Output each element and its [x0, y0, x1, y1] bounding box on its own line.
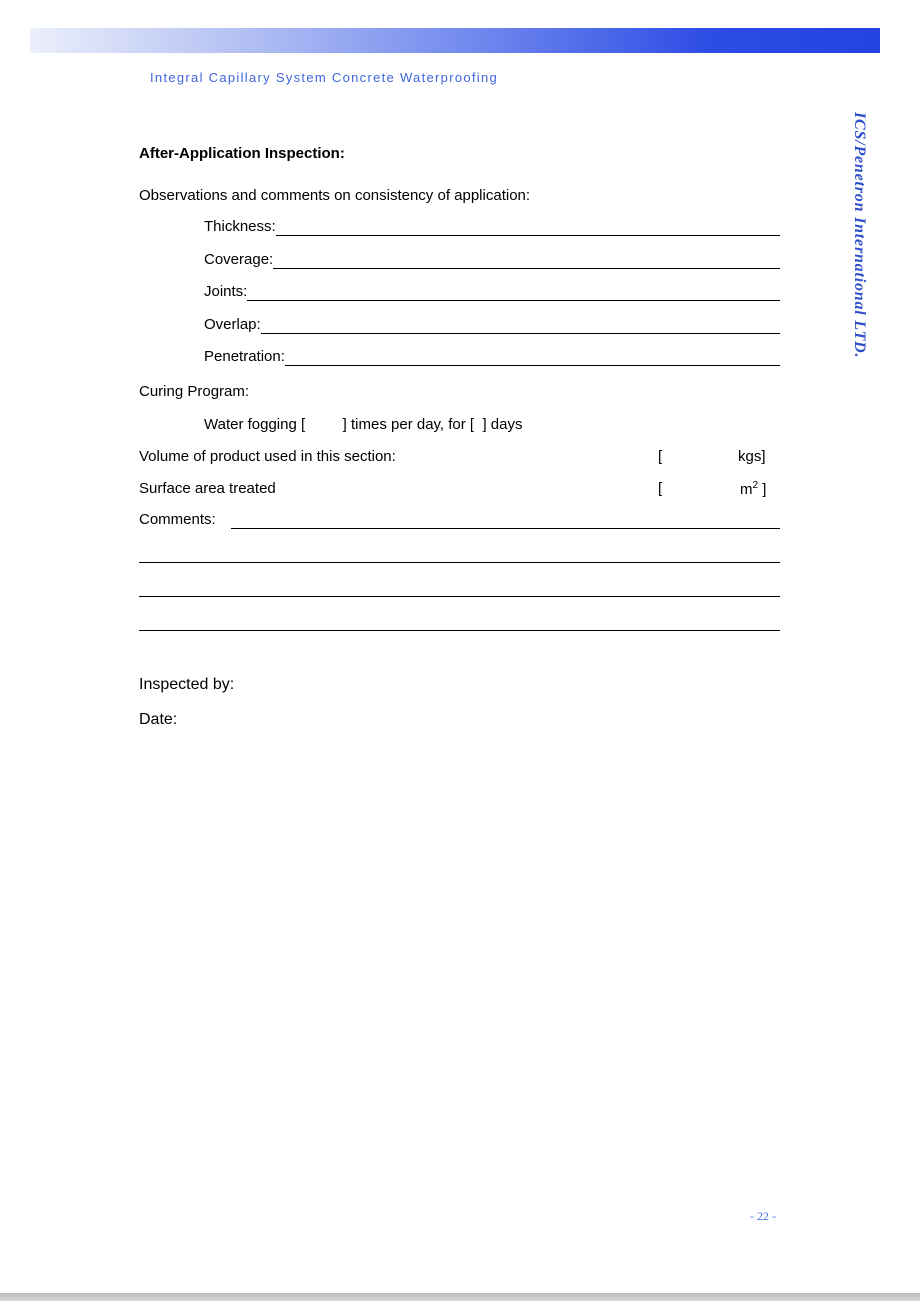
curing-program-heading: Curing Program:	[139, 383, 250, 400]
inspected-by-label: Inspected by:	[139, 676, 235, 693]
comments-row	[139, 511, 780, 529]
field-row-overlap	[204, 316, 780, 334]
section-intro: Observations and comments on consistency of application:	[139, 187, 531, 204]
field-row-coverage	[204, 251, 780, 269]
section-heading: After-Application Inspection:	[139, 145, 345, 162]
field-row-penetration	[204, 348, 780, 366]
surface-unit-superscript: 2	[752, 480, 759, 491]
comments-extra-line-2	[139, 596, 780, 597]
water-fogging-line: Water fogging [ ] times per day, for [ ] days	[204, 416, 523, 433]
vertical-brand-text: ICS/Penetron International LTD.	[851, 112, 868, 359]
field-label-overlap: Overlap:	[204, 316, 261, 333]
date-label: Date:	[139, 711, 178, 728]
surface-bracket-open: [	[658, 480, 663, 497]
page-number: - 22 -	[750, 1209, 776, 1223]
comments-label: Comments:	[139, 511, 216, 528]
field-label-thickness: Thickness:	[204, 218, 276, 235]
field-label-joints: Joints:	[204, 283, 248, 300]
surface-area-label: Surface area treated	[139, 480, 276, 497]
blank-line-coverage	[273, 251, 780, 269]
page-bottom-edge	[0, 1293, 920, 1301]
surface-unit-close-bracket: ]	[758, 481, 767, 498]
comments-extra-line-1	[139, 562, 780, 563]
volume-label: Volume of product used in this section:	[139, 448, 396, 465]
blank-line-thickness	[276, 218, 780, 236]
blank-line-penetration	[285, 348, 780, 366]
header-gradient-bar	[30, 28, 880, 53]
blank-line-overlap	[261, 316, 780, 334]
surface-unit-base: m	[740, 481, 753, 498]
field-row-thickness	[204, 218, 780, 236]
comments-blank-line	[231, 511, 780, 529]
surface-unit	[740, 480, 766, 498]
volume-unit: kgs]	[738, 448, 766, 465]
field-label-penetration: Penetration:	[204, 348, 285, 365]
blank-line-joints	[247, 283, 780, 301]
volume-bracket-open: [	[658, 448, 663, 465]
document-header-title: Integral Capillary System Concrete Waterproofing	[150, 70, 499, 85]
field-row-joints	[204, 283, 780, 301]
comments-extra-line-3	[139, 630, 780, 631]
field-label-coverage: Coverage:	[204, 251, 274, 268]
